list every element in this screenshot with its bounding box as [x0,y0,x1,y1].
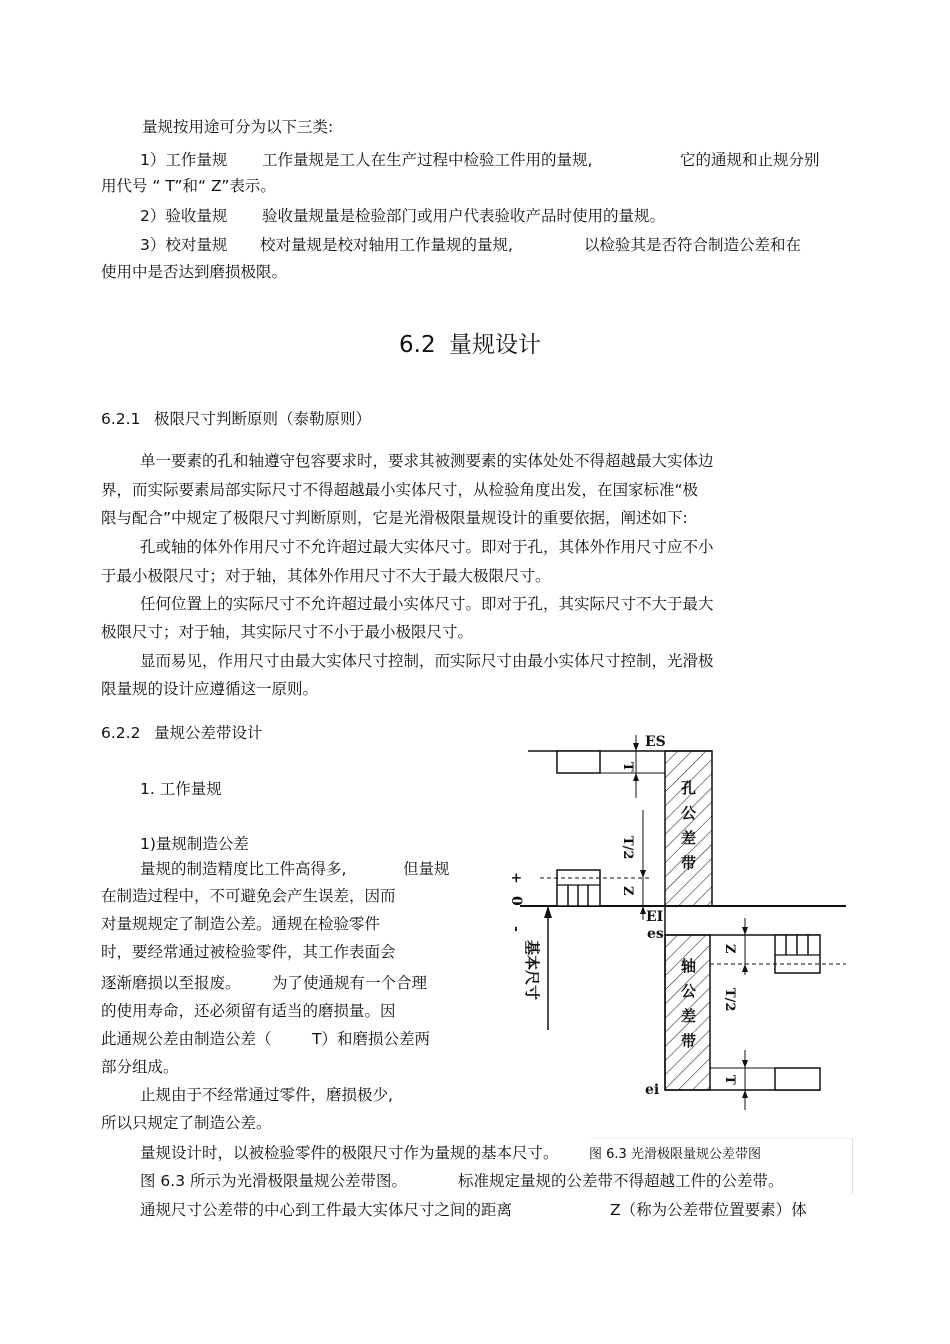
label-ei: ei [645,1082,660,1098]
paragraph-line: 逐渐磨损以至报废。 [101,974,241,992]
paragraph-line: 对量规规定了制造公差。通规在检验零件 [101,915,381,933]
paragraph-line-cont: Z（称为公差带位置要素）体 [610,1201,807,1219]
subsection-title: 量规公差带设计 [154,724,263,742]
paragraph-line: 量规设计时，以被检验零件的极限尺寸作为量规的基本尺寸。 [140,1144,559,1162]
label-Z-hole: Z [620,886,635,896]
subsection-title: 极限尺寸判断原则（泰勒原则） [154,410,372,428]
paragraph-line: 止规由于不经常通过零件，磨损极少, [140,1086,393,1104]
paragraph-line: 的使用寿命，还必须留有适当的磨损量。因 [101,1002,396,1020]
list-heading: 1. 工作量规 [140,780,222,798]
paragraph-line: 量规的制造精度比工件高得多, [140,860,347,878]
basic-size-label: 基本尺寸 [523,940,541,1001]
paragraph-line: 此通规公差由制造公差（ [101,1030,272,1048]
label-T2-shaft: T/2 [722,988,737,1012]
intro-item3-text: 校对量规是校对轴用工作量规的量规, [260,236,513,254]
label-ES: ES [645,734,666,750]
paragraph-line-cont: 标准规定量规的公差带不得超越工件的公差带。 [458,1172,784,1190]
hole-stop-gauge-zone [557,751,600,773]
paragraph-line: 部分组成。 [101,1058,179,1076]
intro-item2-text: 验收量规量是检验部门或用户代表验收产品时使用的量规。 [262,207,666,225]
shaft-zone-label: 轴公差带 [679,958,697,1058]
shaft-stop-gauge-zone [775,1068,820,1090]
intro-item2-label: 2）验收量规 [140,207,228,225]
intro-item1-text: 工作量规是工人在生产过程中检验工件用的量规, [262,151,593,169]
label-T-shaft: T [722,1075,737,1085]
label-plus: + [508,872,524,884]
paragraph-line: 单一要素的孔和轴遵守包容要求时，要求其被测要素的实体处处不得超越最大实体边 [140,452,714,470]
paragraph-line: 任何位置上的实际尺寸不允许超过最小实体尺寸。即对于孔，其实际尺寸不大于最大 [140,595,714,613]
paragraph-line: 所以只规定了制造公差。 [101,1114,272,1132]
hole-zone-label: 孔公差带 [679,780,697,880]
intro-item1-text-cont: 它的通规和止规分别 [680,151,820,169]
paragraph-line: 限与配合”中规定了极限尺寸判断原则，它是光滑极限量规设计的重要依据，阐述如下: [101,509,688,527]
paragraph-line: 孔或轴的体外作用尺寸不允许超过最大实体尺寸。即对于孔，其体外作用尺寸应不小 [140,538,714,556]
paragraph-line: 界，而实际要素局部实际尺寸不得超越最小实体尺寸，从检验角度出发，在国家标准“极 [101,481,699,499]
subsection-number: 6.2.1 [101,410,141,428]
paragraph-line-cont: 为了使通规有一个合理 [272,974,428,992]
subsection-number: 6.2.2 [101,724,141,742]
label-EI: EI [646,909,664,925]
label-Z-shaft: Z [722,944,737,954]
section-number: 6.2 [399,332,436,358]
paragraph-line: 时，要经常通过被检验零件，其工作表面会 [101,943,396,961]
label-T2-hole: T/2 [620,836,635,860]
intro-item3-label: 3）校对量规 [140,236,228,254]
paragraph-line: 显而易见，作用尺寸由最大实体尺寸控制，而实际尺寸由最小实体尺寸控制，光滑极 [140,652,714,670]
label-zero: 0 [508,896,524,906]
paragraph-line: 限量规的设计应遵循这一原则。 [101,680,319,698]
label-minus: - [508,926,524,932]
intro-item1-label: 1）工作量规 [140,151,228,169]
paragraph-line: 通规尺寸公差带的中心到工件最大实体尺寸之间的距离 [140,1201,513,1219]
paragraph-line: 在制造过程中，不可避免会产生误差，因而 [101,887,396,905]
intro-item3-text-cont: 以检验其是否符合制造公差和在 [584,236,802,254]
intro-item3-text-line2: 使用中是否达到磨损极限。 [101,263,288,281]
label-es: es [647,926,664,942]
paragraph-line: 于最小极限尺寸；对于轴，其体外作用尺寸不大于最大极限尺寸。 [101,567,551,585]
paragraph-line: 极限尺寸；对于轴，其实际尺寸不小于最小极限尺寸。 [101,623,474,641]
section-title: 量规设计 [449,332,541,358]
intro-item1-text-line2: 用代号 “ T”和“ Z”表示。 [101,177,276,195]
intro-line: 量规按用途可分为以下三类: [142,118,334,136]
paragraph-line-cont: T）和磨损公差两 [312,1030,430,1048]
figure-caption: 图 6.3 光滑极限量规公差带图 [589,1147,761,1162]
label-T-hole: T [620,762,635,772]
paragraph-line: 图 6.3 所示为光滑极限量规公差带图。 [140,1172,408,1190]
paragraph-line-cont: 但量规 [403,860,450,878]
list-subheading: 1)量规制造公差 [140,835,249,853]
